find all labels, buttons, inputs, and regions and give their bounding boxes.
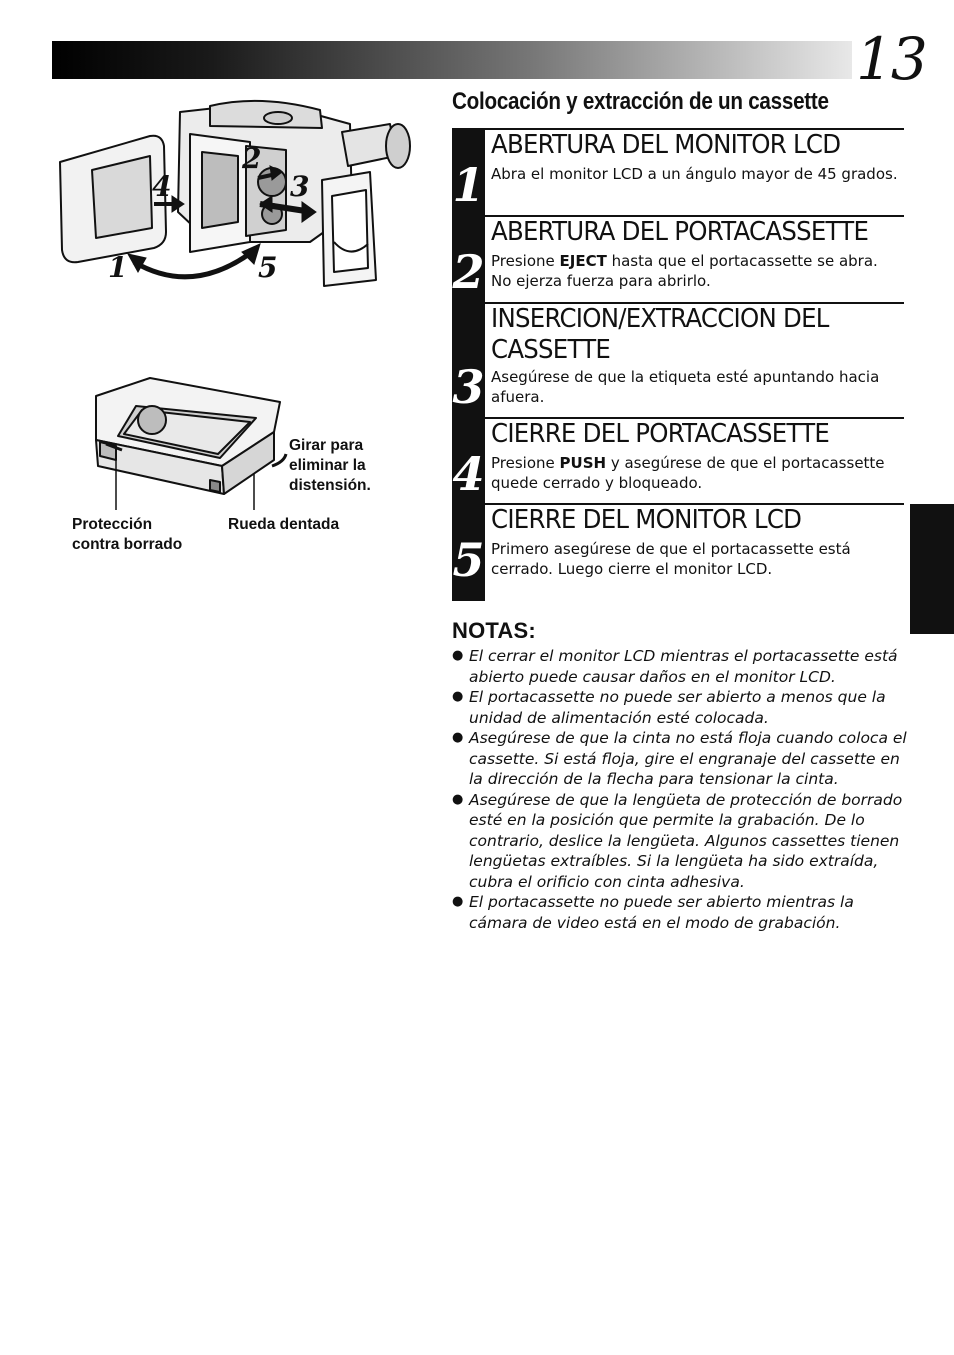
callout-1: 1 bbox=[108, 251, 128, 284]
step-title: INSERCION/EXTRACCION DEL CASSETTE bbox=[491, 304, 829, 365]
note-item: ● Asegúrese de que la cinta no está floja cuando coloca el cassette. Si está floja, gire el engranaje del cassette en la dirección de la flecha para tensionar la cinta. bbox=[452, 729, 907, 788]
step-title: CIERRE DEL PORTACASSETTE bbox=[491, 419, 830, 449]
cassette-illustration bbox=[60, 370, 290, 510]
callout-3: 3 bbox=[290, 170, 310, 203]
step-3 bbox=[452, 302, 904, 418]
notes-title: NOTAS: bbox=[452, 618, 536, 643]
step-2 bbox=[452, 215, 904, 303]
page-number: 13 bbox=[856, 25, 926, 93]
callout-4: 4 bbox=[152, 170, 172, 203]
section-title: Colocación y extracción de un cassette bbox=[452, 88, 829, 115]
notes-list bbox=[452, 646, 907, 933]
step-1 bbox=[452, 128, 904, 216]
bullet-icon: ● bbox=[452, 791, 464, 807]
step-title: ABERTURA DEL MONITOR LCD bbox=[491, 130, 841, 160]
bullet-icon: ● bbox=[452, 730, 464, 745]
note-item: ● El portacassette no puede ser abierto mientras la cámara de video está en el modo de grabación. bbox=[452, 893, 854, 932]
push-label: PUSH bbox=[559, 454, 607, 472]
header-gradient-bar bbox=[52, 41, 852, 79]
step-number: 5 bbox=[452, 533, 485, 587]
camcorder-illustration bbox=[50, 92, 420, 292]
step-title: CIERRE DEL MONITOR LCD bbox=[491, 505, 802, 535]
cassette-protect-label: Protección contra borrado bbox=[72, 516, 183, 553]
step-5 bbox=[452, 503, 904, 601]
section-tab bbox=[910, 504, 954, 634]
step-text: Abra el monitor LCD a un ángulo mayor de 45 grados. bbox=[491, 165, 898, 183]
step-text: Presione EJECT hasta que el portacassette se abra. No ejerza fuerza para abrirlo. bbox=[491, 252, 878, 290]
note-item: ● El cerrar el monitor LCD mientras el portacassette está abierto puede causar daños en el monitor LCD. bbox=[452, 647, 898, 686]
cassette-turn-label: Girar para eliminar la distensión. bbox=[289, 437, 371, 494]
step-number: 2 bbox=[452, 245, 485, 299]
bullet-icon: ● bbox=[452, 648, 464, 663]
callout-2: 2 bbox=[242, 142, 262, 175]
cassette-gear-label: Rueda dentada bbox=[228, 516, 340, 533]
step-number: 1 bbox=[452, 158, 485, 212]
step-text: Asegúrese de que la etiqueta esté apuntando hacia afuera. bbox=[491, 368, 880, 406]
step-text: Primero asegúrese de que el portacassette está cerrado. Luego cierre el monitor LCD. bbox=[491, 540, 851, 578]
step-number: 3 bbox=[452, 360, 485, 414]
step-4 bbox=[452, 417, 904, 505]
step-text: Presione PUSH y asegúrese de que el portacassette quede cerrado y bloqueado. bbox=[491, 454, 885, 492]
eject-label: EJECT bbox=[559, 252, 607, 270]
step-number: 4 bbox=[452, 447, 485, 501]
callout-5: 5 bbox=[258, 251, 278, 284]
note-item: ● El portacassette no puede ser abierto a menos que la unidad de alimentación esté colocada. bbox=[452, 688, 886, 727]
step-title: ABERTURA DEL PORTACASSETTE bbox=[491, 217, 869, 247]
bullet-icon: ● bbox=[452, 689, 464, 704]
bullet-icon: ● bbox=[452, 894, 464, 909]
note-item: ● Asegúrese de que la lengüeta de protección de borrado esté en la posición que permite la grabación. De lo contrario, deslice la lengüeta. Algunos cassettes tienen lengüetas extraíbles. Si la lengüeta ha sido extraída, cubra el orificio con cinta adhesiva. bbox=[452, 790, 903, 891]
